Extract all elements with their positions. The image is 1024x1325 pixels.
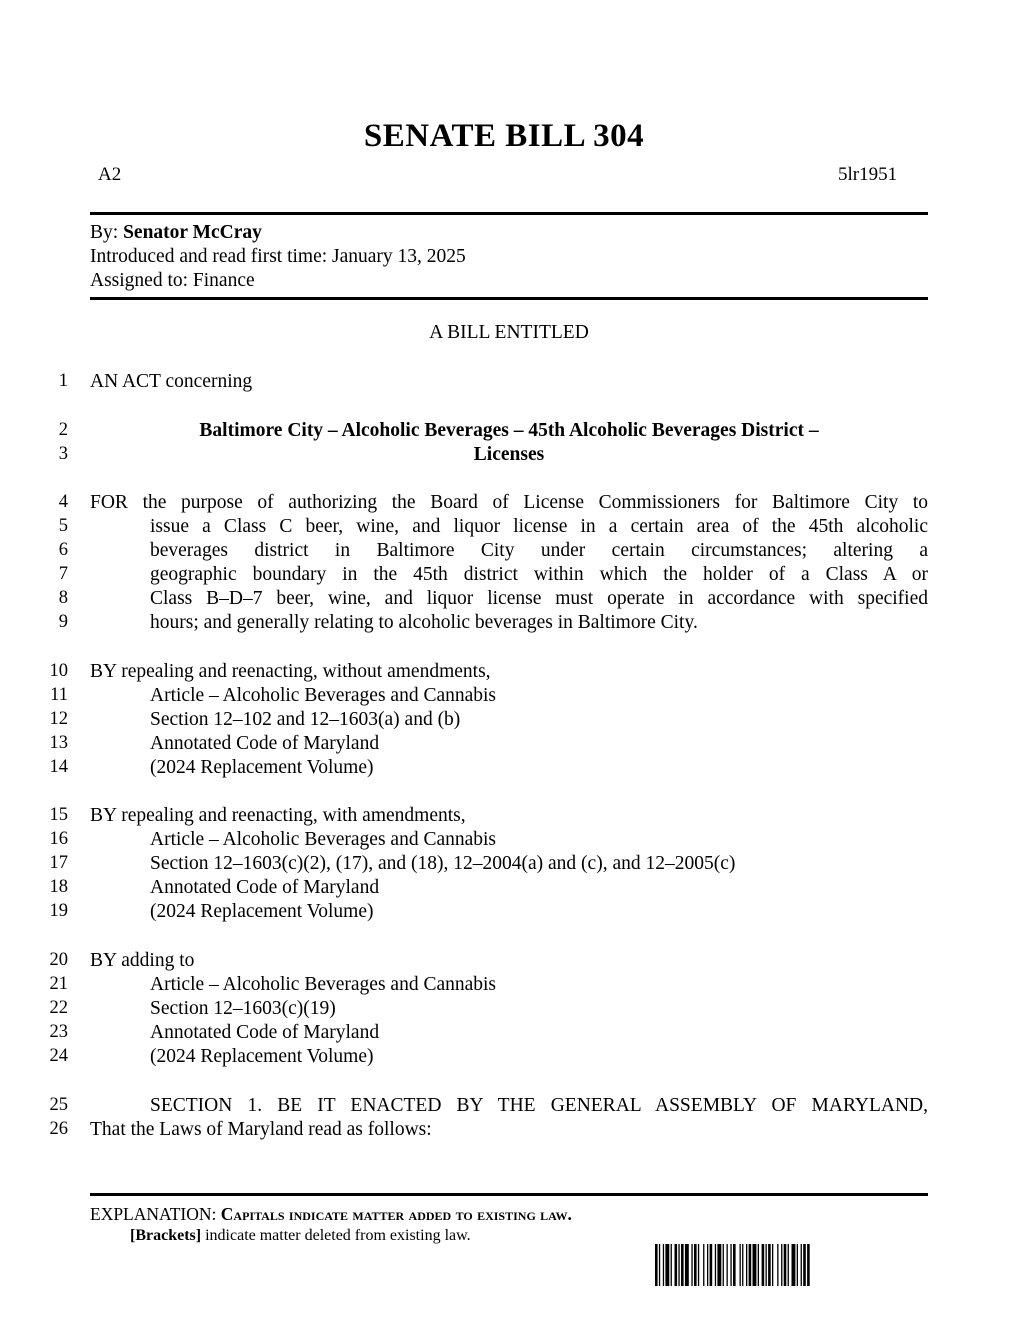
barcode-bar (727, 1244, 728, 1286)
barcode-bar (665, 1244, 669, 1286)
line-number: 16 (49, 829, 68, 849)
enacting-clause: That the Laws of Maryland read as follows: (90, 1119, 432, 1140)
barcode-bar (703, 1244, 704, 1286)
explanation-label: EXPLANATION: (90, 1204, 217, 1224)
brackets-line (130, 1227, 471, 1245)
header-rule-bottom (90, 297, 928, 300)
bill-heading: Baltimore City – Alcoholic Beverages – 45th Alcoholic Beverages District – (199, 420, 819, 441)
barcode-bar (685, 1244, 689, 1286)
bill-title: SENATE BILL 304 (363, 118, 645, 154)
barcode-bar (807, 1244, 810, 1286)
introduced-line: Introduced and read first time: January 13, 2025 (90, 246, 466, 267)
barcode-bar (753, 1244, 757, 1286)
barcode-bar (788, 1244, 789, 1286)
line-number: 20 (49, 950, 68, 970)
line-number: 15 (49, 805, 68, 825)
statute-ref: (2024 Replacement Volume) (150, 901, 374, 922)
statute-ref: Annotated Code of Maryland (150, 877, 380, 898)
barcode-bar (715, 1244, 716, 1286)
barcode-bar (758, 1244, 759, 1286)
barcode-bar (772, 1244, 773, 1286)
barcode-bar (671, 1244, 672, 1286)
statute-ref: Annotated Code of Maryland (150, 1022, 380, 1043)
barcode-bar (681, 1244, 684, 1286)
barcode-bar (707, 1244, 708, 1286)
barcode-bar (655, 1244, 658, 1286)
barcode-bar (730, 1244, 731, 1286)
statute-ref: (2024 Replacement Volume) (150, 1046, 374, 1067)
statute-ref: Article – Alcoholic Beverages and Cannabis (150, 685, 497, 706)
barcode-bar (742, 1244, 743, 1286)
sponsor-label: By: (90, 222, 119, 243)
purpose-text: hours; and generally relating to alcoholic beverages in Baltimore City. (150, 612, 698, 633)
line-number: 2 (58, 420, 68, 440)
line-number: 11 (50, 685, 68, 705)
statute-ref-heading: BY repealing and reenacting, without amendments, (90, 661, 491, 682)
barcode-bar (740, 1244, 741, 1286)
statute-ref: Section 12–102 and 12–1603(a) and (b) (150, 709, 461, 730)
line-number: 12 (49, 709, 68, 729)
barcode-bar (659, 1244, 660, 1286)
line-number: 24 (49, 1046, 68, 1066)
barcode-bar (784, 1244, 787, 1286)
barcode-bar (792, 1244, 796, 1286)
barcode-bar (710, 1244, 713, 1286)
barcode-bar (675, 1244, 678, 1286)
purpose-text: Class B–D–7 beer, wine, and liquor license must operate in accordance with specified (150, 588, 928, 609)
brackets-text: indicate matter deleted from existing law. (205, 1227, 471, 1244)
line-number: 17 (49, 853, 68, 873)
barcode-bar (797, 1244, 798, 1286)
line-number: 22 (49, 998, 68, 1018)
statute-ref-heading: BY repealing and reenacting, with amendments, (90, 805, 466, 826)
explanation-line (90, 1204, 572, 1225)
line-number: 13 (49, 733, 68, 753)
subject-code: A2 (98, 164, 122, 185)
explanation-capitals: Capitals indicate matter added to existing law. (220, 1204, 572, 1224)
barcode-bar (663, 1244, 664, 1286)
purpose-text: FOR the purpose of authorizing the Board of License Commissioners for Baltimore City to (90, 492, 928, 513)
barcode-bar (762, 1244, 765, 1286)
barcode-bar (777, 1244, 778, 1286)
barcode (655, 1244, 905, 1286)
statute-ref: Section 12–1603(c)(2), (17), and (18), 12–2004(a) and (c), and 12–2005(c) (150, 853, 736, 874)
assigned-line: Assigned to: Finance (90, 270, 255, 291)
line-number: 21 (49, 974, 68, 994)
barcode-bar (781, 1244, 782, 1286)
act-concerning: AN ACT concerning (90, 371, 253, 392)
statute-ref-heading: BY adding to (90, 950, 195, 971)
barcode-bar (803, 1244, 806, 1286)
footer-rule (90, 1193, 928, 1196)
line-number: 25 (49, 1095, 68, 1115)
line-number: 3 (58, 444, 68, 464)
purpose-text: issue a Class C beer, wine, and liquor license in a certain area of the 45th alcoholic (150, 516, 928, 537)
barcode-bar (678, 1244, 679, 1286)
line-number: 18 (49, 877, 68, 897)
line-number: 23 (49, 1022, 68, 1042)
brackets-word: [Brackets] (130, 1227, 202, 1244)
line-number: 7 (58, 564, 68, 584)
barcode-bar (694, 1244, 697, 1286)
line-number: 19 (49, 901, 68, 921)
line-number: 8 (58, 588, 68, 608)
line-number: 10 (49, 661, 68, 681)
line-number: 6 (58, 540, 68, 560)
purpose-text: beverages district in Baltimore City under certain circumstances; altering a (150, 540, 928, 561)
barcode-bar (698, 1244, 699, 1286)
sponsor-line (90, 221, 262, 245)
barcode-bar (766, 1244, 767, 1286)
barcode-bar (733, 1244, 736, 1286)
statute-ref: Article – Alcoholic Beverages and Cannabis (150, 974, 497, 995)
barcode-bar (723, 1244, 724, 1286)
barcode-bar (691, 1244, 692, 1286)
purpose-text: geographic boundary in the 45th district within which the holder of a Class A or (150, 564, 928, 585)
line-number: 14 (49, 757, 68, 777)
barcode-bar (717, 1244, 721, 1286)
line-number: 5 (58, 516, 68, 536)
line-number: 9 (58, 612, 68, 632)
barcode-bar (746, 1244, 747, 1286)
enacting-clause: SECTION 1. BE IT ENACTED BY THE GENERAL ASSEMBLY OF MARYLAND, (150, 1095, 928, 1116)
bill-entitled: A BILL ENTITLED (429, 322, 589, 343)
statute-ref: Article – Alcoholic Beverages and Cannabis (150, 829, 497, 850)
drafting-code: 5lr1951 (838, 164, 898, 185)
statute-ref: Annotated Code of Maryland (150, 733, 380, 754)
line-number: 4 (58, 492, 68, 512)
statute-ref: (2024 Replacement Volume) (150, 757, 374, 778)
line-number: 26 (49, 1119, 68, 1139)
sponsor-name: Senator McCray (123, 222, 262, 243)
barcode-bar (768, 1244, 771, 1286)
barcode-bar (801, 1244, 802, 1286)
bill-heading: Licenses (473, 444, 545, 465)
barcode-bar (749, 1244, 752, 1286)
line-number: 1 (58, 371, 68, 391)
header-rule-top (90, 212, 928, 215)
statute-ref: Section 12–1603(c)(19) (150, 998, 336, 1019)
